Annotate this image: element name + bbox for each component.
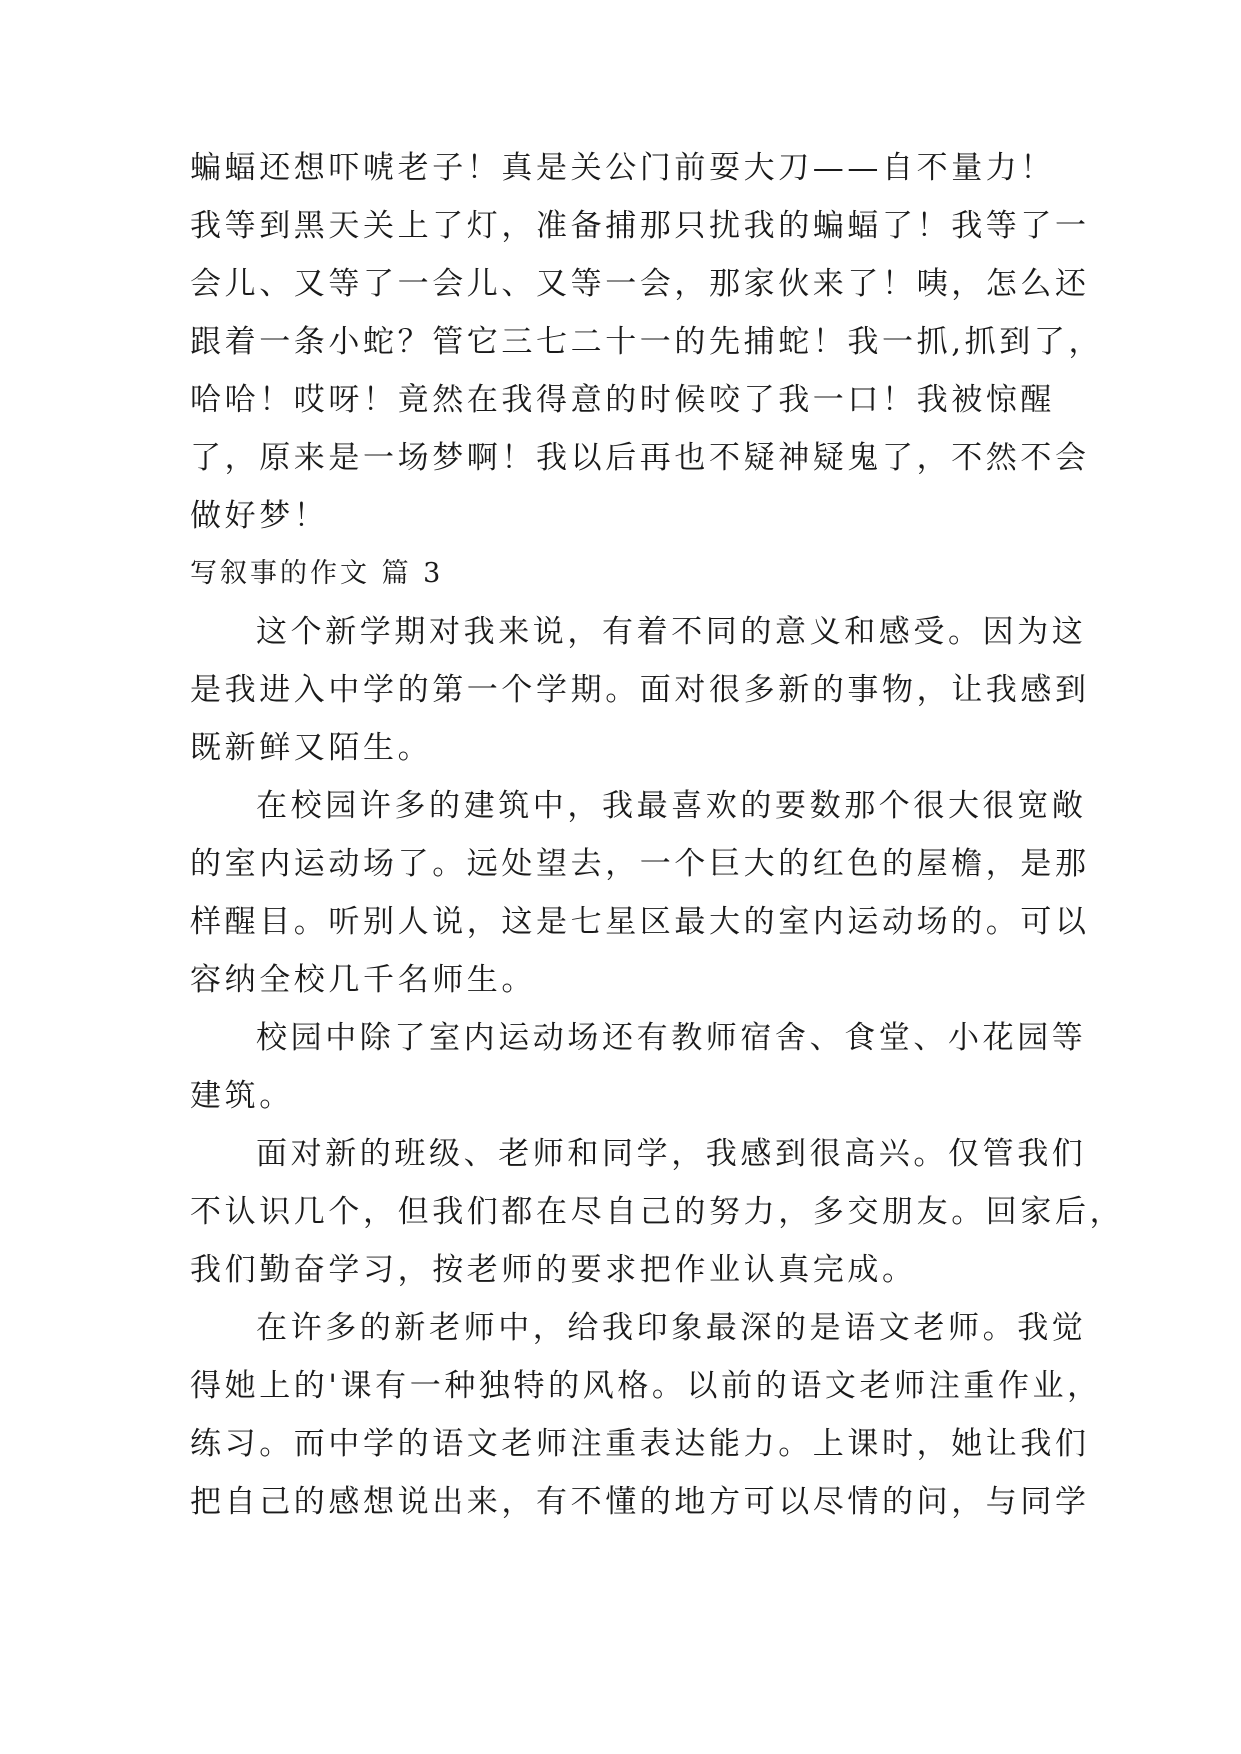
paragraph-line: 不认识几个，但我们都在尽自己的努力，多交朋友。回家后，: [190, 1194, 1125, 1230]
paragraph-line: 这个新学期对我来说，有着不同的意义和感受。因为这: [256, 614, 1087, 650]
text-line: 跟着一条小蛇？管它三七二十一的先捕蛇！我一抓,抓到了，: [190, 324, 1104, 360]
paragraph-line: 容纳全校几千名师生。: [190, 962, 536, 998]
paragraph-line: 校园中除了室内运动场还有教师宿舍、食堂、小花园等: [256, 1020, 1087, 1056]
text-line: 会儿、又等了一会儿、又等一会，那家伙来了！咦，怎么还: [190, 266, 1090, 302]
paragraph-line: 既新鲜又陌生。: [190, 730, 433, 766]
paragraph-line: 在校园许多的建筑中，我最喜欢的要数那个很大很宽敞: [256, 788, 1087, 824]
text-line: 了，原来是一场梦啊！我以后再也不疑神疑鬼了，不然不会: [190, 440, 1090, 476]
text-line: 哈哈！哎呀！竟然在我得意的时候咬了我一口！我被惊醒: [190, 382, 1055, 418]
text-line: 我等到黑天关上了灯，准备捕那只扰我的蝙蝠了！我等了一: [190, 208, 1090, 244]
paragraph-line: 练习。而中学的语文老师注重表达能力。上课时，她让我们: [190, 1426, 1090, 1462]
text-line: 做好梦！: [190, 498, 329, 534]
paragraph-line: 的室内运动场了。远处望去，一个巨大的红色的屋檐，是那: [190, 846, 1090, 882]
paragraph-line: 我们勤奋学习，按老师的要求把作业认真完成。: [190, 1252, 917, 1288]
text-line: 蝙蝠还想吓唬老子！真是关公门前耍大刀——自不量力！: [190, 150, 1055, 186]
paragraph-line: 样醒目。听别人说，这是七星区最大的室内运动场的。可以: [190, 904, 1090, 940]
paragraph-line: 在许多的新老师中，给我印象最深的是语文老师。我觉: [256, 1310, 1087, 1346]
paragraph-line: 是我进入中学的第一个学期。面对很多新的事物，让我感到: [190, 672, 1090, 708]
paragraph-line: 把自己的感想说出来，有不懂的地方可以尽情的问，与同学: [190, 1484, 1090, 1520]
paragraph-line: 面对新的班级、老师和同学，我感到很高兴。仅管我们: [256, 1136, 1087, 1172]
section-heading: 写叙事的作文 篇 3: [190, 558, 444, 589]
paragraph-line: 建筑。: [190, 1078, 294, 1114]
paragraph-line: 得她上的'课有一种独特的风格。以前的语文老师注重作业，: [190, 1368, 1102, 1404]
